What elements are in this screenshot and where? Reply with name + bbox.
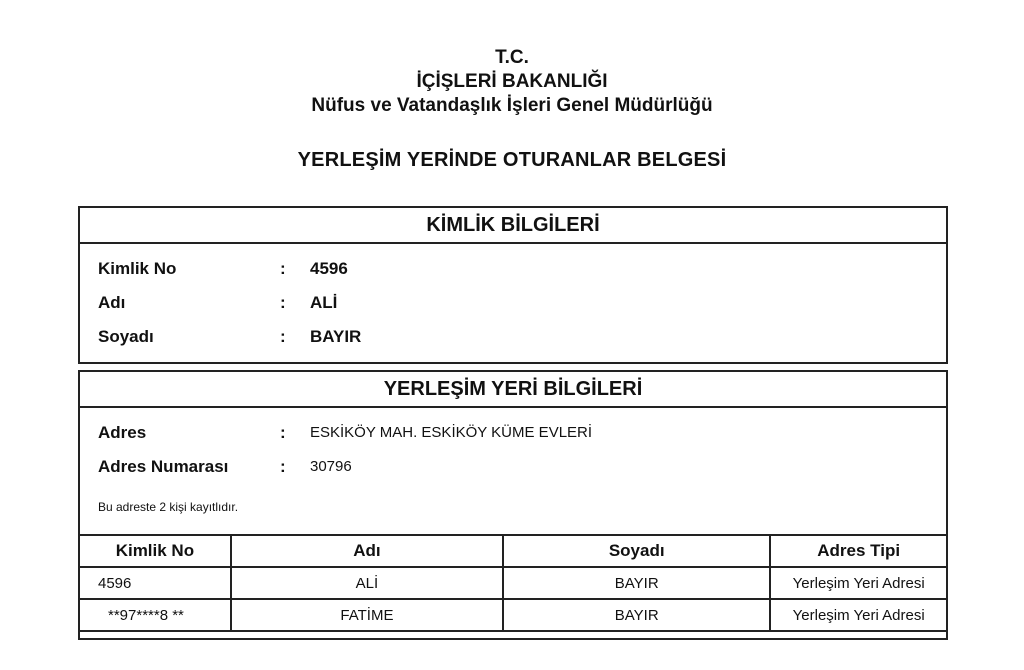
field-label: Adres Numarası bbox=[98, 457, 229, 476]
residence-section bbox=[78, 370, 948, 640]
field-value: BAYIR bbox=[310, 327, 362, 346]
field-value: 30796 bbox=[310, 458, 352, 475]
column-header-adres-tipi: Adres Tipi bbox=[770, 535, 947, 567]
column-header-soyadi: Soyadı bbox=[503, 535, 770, 567]
field-separator: : bbox=[280, 423, 286, 442]
table-cell: BAYIR bbox=[503, 567, 770, 599]
residents-table bbox=[78, 534, 948, 632]
residence-section-title: YERLEŞİM YERİ BİLGİLERİ bbox=[80, 372, 946, 408]
field-value: ALİ bbox=[310, 293, 338, 312]
field-separator: : bbox=[280, 457, 286, 476]
document-header bbox=[0, 46, 1024, 172]
table-cell: **97****8 ** bbox=[79, 599, 231, 631]
table-cell: Yerleşim Yeri Adresi bbox=[770, 567, 947, 599]
field-separator: : bbox=[280, 259, 286, 278]
table-header-row bbox=[79, 535, 947, 567]
table-cell: FATİME bbox=[231, 599, 503, 631]
field-separator: : bbox=[280, 293, 286, 312]
table-cell: Yerleşim Yeri Adresi bbox=[770, 599, 947, 631]
header-tc: T.C. bbox=[495, 47, 529, 68]
table-cell: 4596 bbox=[79, 567, 231, 599]
header-ministry: İÇİŞLERİ BAKANLIĞI bbox=[416, 71, 608, 92]
field-value: 4596 bbox=[310, 259, 348, 278]
header-directorate: Nüfus ve Vatandaşlık İşleri Genel Müdürlüğü bbox=[311, 95, 713, 116]
table-row bbox=[79, 567, 947, 599]
field-label: Adı bbox=[98, 293, 126, 312]
document-title: YERLEŞİM YERİNDE OTURANLAR BELGESİ bbox=[297, 149, 727, 171]
field-separator: : bbox=[280, 327, 286, 346]
field-label: Adres bbox=[98, 423, 147, 442]
identity-section-title: KİMLİK BİLGİLERİ bbox=[80, 208, 946, 244]
identity-section bbox=[78, 206, 948, 364]
field-label: Soyadı bbox=[98, 327, 154, 346]
table-cell: BAYIR bbox=[503, 599, 770, 631]
table-row bbox=[79, 599, 947, 631]
field-value: ESKİKÖY MAH. ESKİKÖY KÜME EVLERİ bbox=[310, 424, 593, 441]
residents-count-note: Bu adreste 2 kişi kayıtlıdır. bbox=[98, 500, 239, 514]
field-label: Kimlik No bbox=[98, 259, 177, 278]
column-header-kimlik-no: Kimlik No bbox=[79, 535, 231, 567]
table-cell: ALİ bbox=[231, 567, 503, 599]
column-header-adi: Adı bbox=[231, 535, 503, 567]
